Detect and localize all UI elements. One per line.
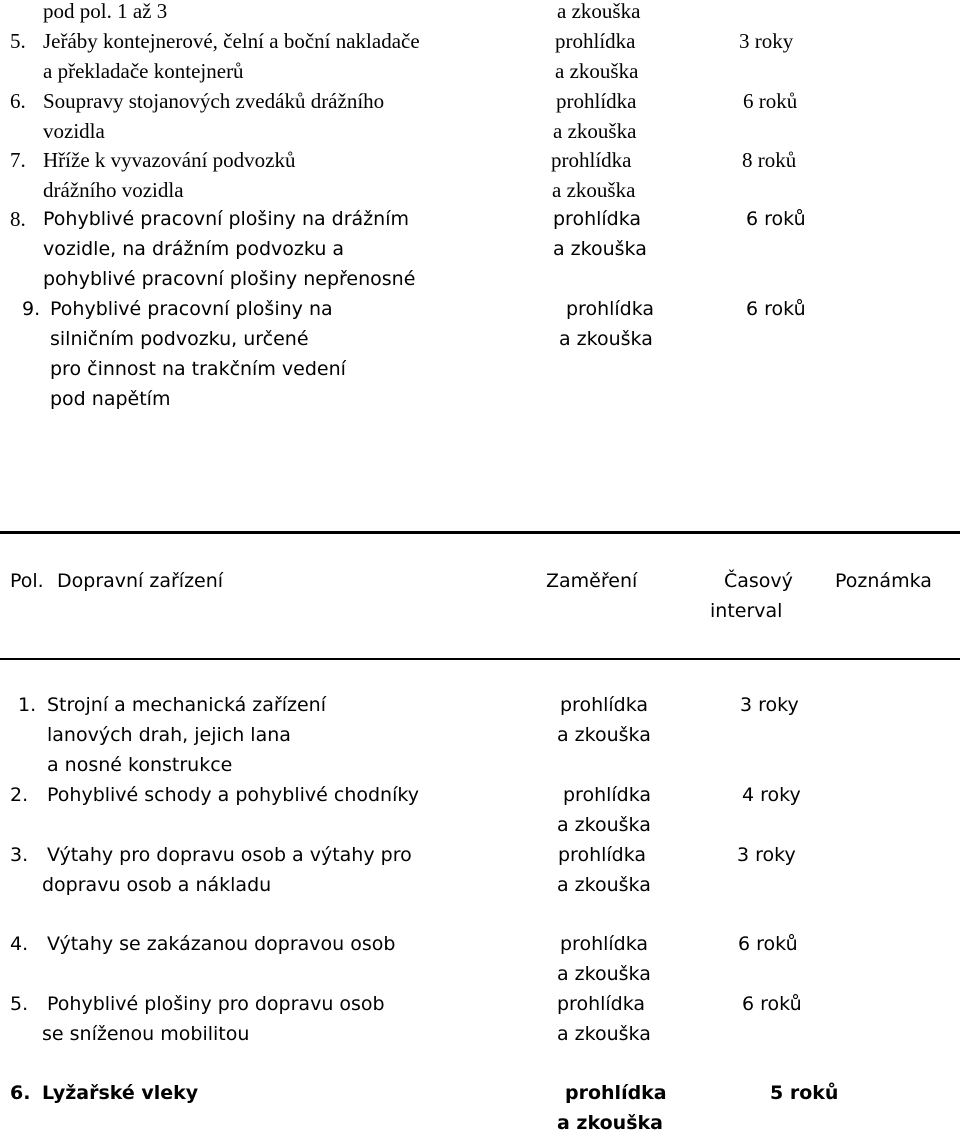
inspection-line: prohlídka xyxy=(565,1082,667,1104)
inspection-line: prohlídka xyxy=(558,844,647,866)
table-header-top-rule xyxy=(0,531,960,534)
row-description-line: vozidla xyxy=(43,119,105,143)
row-description-line: lanových drah, jejich lana xyxy=(47,724,291,746)
inspection-line: prohlídka xyxy=(553,208,642,230)
row-description-line: Pohyblivé pracovní plošiny na xyxy=(50,298,333,320)
interval-value: 4 roky xyxy=(742,784,801,806)
row-description-line: Strojní a mechanická zařízení xyxy=(47,694,326,716)
row-description-line: drážního vozidla xyxy=(43,178,184,202)
interval-value: 5 roků xyxy=(770,1082,839,1104)
inspection-line: a zkouška xyxy=(553,238,647,260)
row-number: 5. xyxy=(10,993,29,1015)
row-description-line: Soupravy stojanových zvedáků drážního xyxy=(43,89,385,113)
row-number: 8. xyxy=(10,207,26,231)
header-pol: Pol. xyxy=(10,570,44,592)
inspection-line: a zkouška xyxy=(557,1023,651,1045)
inspection-line: a zkouška xyxy=(555,59,639,83)
header-device: Dopravní zařízení xyxy=(57,570,224,592)
header-interval-line: Časový xyxy=(724,570,793,592)
inspection-line: prohlídka xyxy=(563,784,652,806)
row-number: 7. xyxy=(10,148,26,172)
row-number: 5. xyxy=(10,29,26,53)
interval-value: 6 roků xyxy=(742,993,802,1015)
interval-value: 3 roky xyxy=(740,694,799,716)
interval-value: 3 roky xyxy=(739,29,794,53)
row-number: 4. xyxy=(10,933,29,955)
interval-value: 6 roků xyxy=(746,298,806,320)
inspection-line: prohlídka xyxy=(557,993,646,1015)
row-number: 1. xyxy=(18,694,37,716)
interval-value: 6 roků xyxy=(738,933,798,955)
header-interval-line: interval xyxy=(710,600,783,622)
row-number: 3. xyxy=(10,844,29,866)
interval-value: 6 roků xyxy=(746,208,806,230)
header-focus: Zaměření xyxy=(546,570,638,592)
row-description-line: Jeřáby kontejnerové, čelní a boční nakladače xyxy=(43,29,420,53)
interval-value: 6 roků xyxy=(743,89,798,113)
row-number: 6. xyxy=(10,1082,31,1104)
inspection-line: prohlídka xyxy=(556,89,637,113)
header-note: Poznámka xyxy=(835,570,932,592)
interval-value: 8 roků xyxy=(742,148,797,172)
row-description-line: vozidle, na drážním podvozku a xyxy=(43,238,345,260)
inspection-line: prohlídka xyxy=(560,933,649,955)
inspection-line: a zkouška xyxy=(557,0,641,23)
inspection-line: a zkouška xyxy=(559,328,653,350)
row-description-line: pod pol. 1 až 3 xyxy=(43,0,168,23)
row-description-line: pohyblivé pracovní plošiny nepřenosné xyxy=(43,268,416,290)
row-description-line: se sníženou mobilitou xyxy=(42,1023,250,1045)
row-description-line: Pohyblivé pracovní plošiny na drážním xyxy=(43,208,409,230)
row-description-line: Výtahy pro dopravu osob a výtahy pro xyxy=(47,844,412,866)
row-description-line: a nosné konstrukce xyxy=(47,754,233,776)
table-header-bottom-rule xyxy=(0,658,960,660)
inspection-line: a zkouška xyxy=(557,724,651,746)
inspection-line: a zkouška xyxy=(553,119,637,143)
inspection-line: a zkouška xyxy=(557,1112,663,1134)
row-description-line: pro činnost na trakčním vedení xyxy=(50,358,346,380)
inspection-line: a zkouška xyxy=(557,874,651,896)
row-description-line: Pohyblivé schody a pohyblivé chodníky xyxy=(47,784,419,806)
row-description-line: dopravu osob a nákladu xyxy=(42,874,272,896)
interval-value: 3 roky xyxy=(737,844,796,866)
row-description-line: Lyžařské vleky xyxy=(42,1082,199,1104)
row-description-line: silničním podvozku, určené xyxy=(50,328,309,350)
row-description-line: Pohyblivé plošiny pro dopravu osob xyxy=(47,993,385,1015)
inspection-line: a zkouška xyxy=(557,814,651,836)
row-number: 2. xyxy=(10,784,29,806)
row-description-line: Výtahy se zakázanou dopravou osob xyxy=(47,933,396,955)
inspection-line: prohlídka xyxy=(551,148,632,172)
row-number: 6. xyxy=(10,89,26,113)
inspection-line: prohlídka xyxy=(560,694,649,716)
inspection-line: a zkouška xyxy=(552,178,636,202)
inspection-line: prohlídka xyxy=(555,29,636,53)
row-number: 9. xyxy=(22,298,41,320)
row-description-line: pod napětím xyxy=(50,388,171,410)
row-description-line: Hříže k vyvazování podvozků xyxy=(43,148,296,172)
inspection-line: prohlídka xyxy=(566,298,655,320)
inspection-line: a zkouška xyxy=(557,963,651,985)
row-description-line: a překladače kontejnerů xyxy=(43,59,244,83)
